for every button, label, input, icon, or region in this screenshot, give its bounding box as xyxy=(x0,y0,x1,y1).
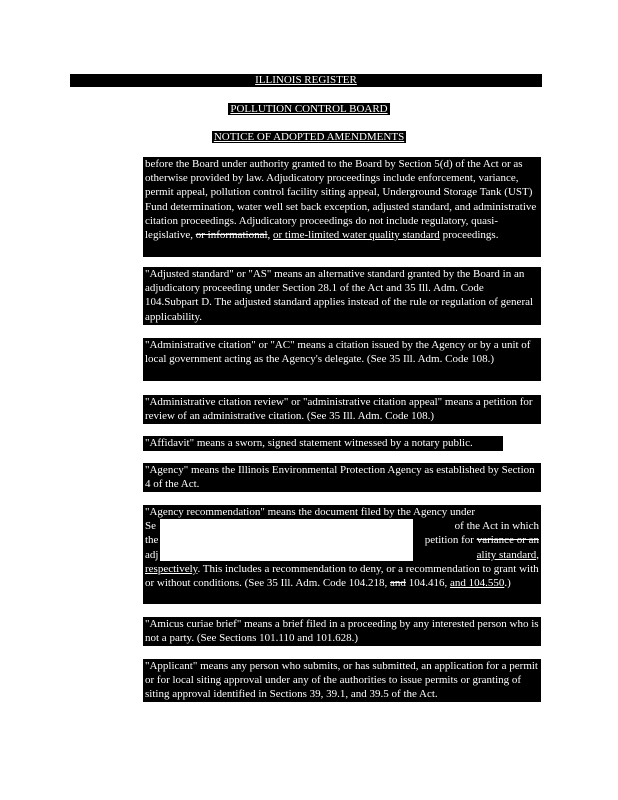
paragraph-text: proceedings. xyxy=(439,229,499,242)
paragraph-agency xyxy=(143,463,541,492)
paragraph-text: "Administrative citation review" or "administrative citation appeal" means a petition for review of an administrative citation. (See 35 Ill. Adm. Code 108.) xyxy=(145,396,533,423)
header-register-bar xyxy=(70,74,542,87)
paragraph-administrative-citation xyxy=(143,338,541,381)
paragraph-text: before the Board under authority granted to the Board by Section 5(d) of the Act or as otherwise provided by law. Adjudicatory proceedings include enforcement, variance, permit appeal, pollution control facility siting appeal, Underground Storage Tank (UST) Fund determination, water well set back exception, adjusted standard, and administrative citation proceedings. Adjudicatory proceedings do not include regulatory, quasi-legislative, xyxy=(145,158,537,242)
struck-text: and xyxy=(390,577,406,590)
inserted-text: respectively xyxy=(145,562,198,575)
notice-title: NOTICE OF ADOPTED AMENDMENTS xyxy=(213,131,405,143)
paragraph-text: , xyxy=(267,229,274,242)
redaction-box xyxy=(160,519,413,561)
paragraph-text: "Adjusted standard" or "AS" means an alternative standard granted by the Board in an adjudicatory proceeding under Section 28.1 of the Act and 35 Ill. Adm. Code 104.Subpart D. The adjusted standard applies instead of the rule or regulation of general applicability. xyxy=(145,268,534,323)
paragraph-text: 104.416, xyxy=(405,577,450,590)
paragraph-adjusted-standard xyxy=(143,267,541,325)
paragraph-text: "Applicant" means any person who submits, or has submitted, an application for a permit or for local siting approval under any of the authorities to issue permits or granting of siting approval identified in Sections 39, 39.1, and 39.5 of the Act. xyxy=(145,660,538,701)
paragraph-text: "Amicus curiae brief" means a brief filed in a proceeding by any interested person who is not a party. (See Sections 101.110 and 101.628.) xyxy=(145,618,539,645)
inserted-text: or time-limited water quality standard xyxy=(273,229,440,242)
paragraph-adjudicatory xyxy=(143,157,541,257)
board-heading xyxy=(0,103,618,115)
paragraph-text: "Administrative citation" or "AC" means a citation issued by the Agency or by a unit of local government acting as the Agency's delegate. (See 35 Ill. Adm. Code 108.) xyxy=(145,339,531,366)
paragraph-text: of the Act in which xyxy=(454,520,539,533)
paragraph-text: the xyxy=(145,534,159,547)
register-title: ILLINOIS REGISTER xyxy=(255,74,357,86)
paragraph-text: "Affidavit" means a sworn, signed statement witnessed by a notary public. xyxy=(145,437,473,449)
paragraph-citation-review xyxy=(143,395,541,424)
board-title: POLLUTION CONTROL BOARD xyxy=(230,103,388,115)
struck-text: variance or an xyxy=(476,534,539,547)
paragraph-text: "Agency" means the Illinois Environmental Protection Agency as established by Section 4 of the Act. xyxy=(145,464,535,491)
paragraph-text: "Agency recommendation" means the document filed by the Agency under xyxy=(145,506,476,518)
paragraph-text: petition for xyxy=(424,534,477,547)
paragraph-text: Se xyxy=(145,520,156,533)
paragraph-applicant xyxy=(143,659,541,702)
struck-text: or informational xyxy=(195,229,268,242)
inserted-text: ality standard, xyxy=(476,548,539,561)
inserted-text: and 104.550 xyxy=(449,577,505,590)
paragraph-text: .) xyxy=(504,577,511,590)
paragraph-affidavit xyxy=(143,436,503,451)
paragraph-amicus xyxy=(143,617,541,646)
paragraph-text: . This includes a recommendation to deny, or a recommendation to grant with or without conditions. (See 35 Ill. Adm. Code 104.218, xyxy=(145,562,539,590)
notice-heading xyxy=(0,131,618,143)
paragraph-text: adj xyxy=(145,548,159,561)
